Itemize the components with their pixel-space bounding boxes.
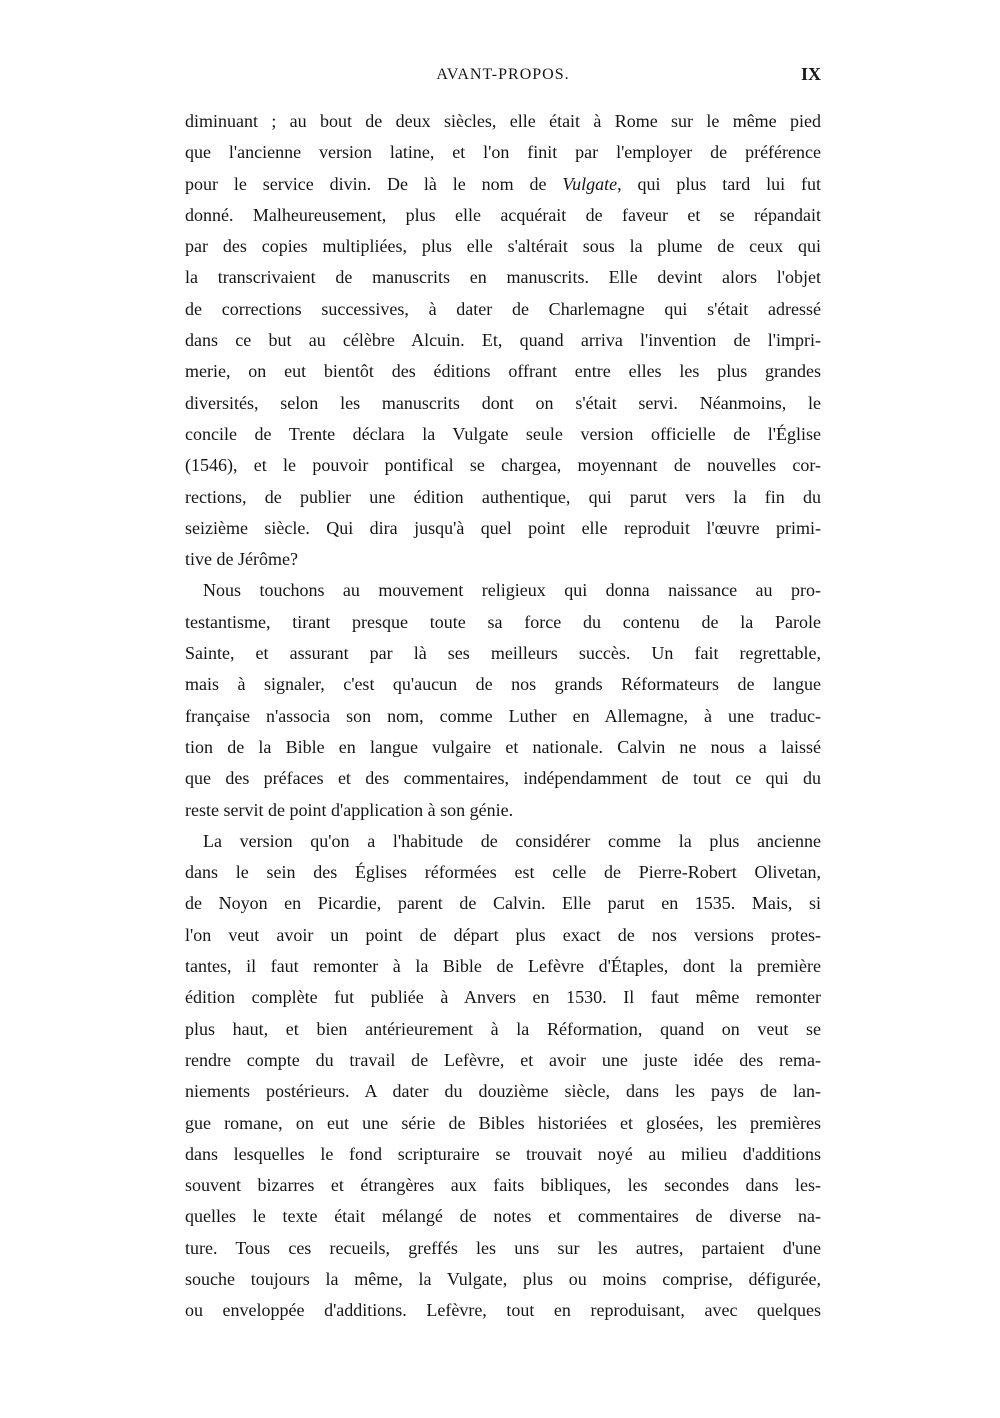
text-line: que des préfaces et des commentaires, indépendamment de tout ce qui du: [185, 768, 821, 789]
page-body: [185, 106, 821, 1327]
text-line: (1546), et le pouvoir pontifical se chargea, moyennant de nouvelles cor-: [185, 455, 821, 476]
text-line: souche toujours la même, la Vulgate, plus ou moins comprise, défigurée,: [185, 1268, 821, 1289]
text-line: concile de Trente déclara la Vulgate seule version officielle de l'Église: [185, 423, 821, 444]
text-line: niements postérieurs. A dater du douzième siècle, dans les pays de lan-: [185, 1081, 821, 1102]
text-line: de Noyon en Picardie, parent de Calvin. Elle parut en 1535. Mais, si: [185, 893, 821, 914]
running-title: AVANT-PROPOS.: [436, 66, 570, 83]
text-line: plus haut, et bien antérieurement à la Réformation, quand on veut se: [185, 1018, 821, 1039]
text-line: la transcrivaient de manuscrits en manuscrits. Elle devint alors l'objet: [185, 267, 821, 288]
page-number: IX: [800, 64, 821, 84]
text-line: tantes, il faut remonter à la Bible de Lefèvre d'Étaples, dont la première: [185, 956, 821, 977]
text-line: gue romane, on eut une série de Bibles historiées et glosées, les premières: [185, 1112, 821, 1133]
text-line: tion de la Bible en langue vulgaire et nationale. Calvin ne nous a laissé: [185, 736, 821, 757]
text-line: que l'ancienne version latine, et l'on finit par l'employer de préférence: [185, 142, 821, 163]
text-line: tive de Jérôme?: [185, 549, 298, 570]
text-line: française n'associa son nom, comme Luther en Allemagne, à une traduc-: [185, 705, 821, 726]
text-line: donné. Malheureusement, plus elle acquérait de faveur et se répandait: [185, 204, 821, 225]
text-line: rendre compte du travail de Lefèvre, et avoir une juste idée des rema-: [185, 1049, 821, 1070]
paragraph: [185, 826, 821, 1327]
text-line: édition complète fut publiée à Anvers en 1530. Il faut même remonter: [185, 987, 821, 1008]
page-header: [185, 62, 821, 88]
text-line: par des copies multipliées, plus elle s'altérait sous la plume de ceux qui: [185, 236, 821, 257]
text-line: rections, de publier une édition authentique, qui parut vers la fin du: [185, 486, 821, 507]
text-line: souvent bizarres et étrangères aux faits bibliques, les secondes dans les-: [185, 1175, 821, 1196]
text-line: dans le sein des Églises réformées est celle de Pierre-Robert Olivetan,: [185, 862, 821, 883]
text-line: Nous touchons au mouvement religieux qui donna naissance au pro-: [203, 580, 821, 601]
text-line: dans ce but au célèbre Alcuin. Et, quand arriva l'invention de l'impri-: [185, 330, 821, 351]
paragraph: [185, 106, 821, 575]
text-line: ture. Tous ces recueils, greffés les uns sur les autres, partaient d'une: [185, 1237, 821, 1258]
text-line: dans lesquelles le fond scripturaire se trouvait noyé au milieu d'additions: [185, 1143, 821, 1164]
text-line: reste servit de point d'application à son génie.: [185, 799, 514, 820]
text-line: Sainte, et assurant par là ses meilleurs succès. Un fait regrettable,: [185, 643, 821, 664]
paragraph: [185, 575, 821, 825]
text-line: testantisme, tirant presque toute sa force du contenu de la Parole: [185, 611, 821, 632]
text-line: quelles le texte était mélangé de notes et commentaires de diverse na-: [185, 1206, 821, 1227]
text-line: pour le service divin. De là le nom de Vulgate, qui plus tard lui fut: [185, 173, 821, 194]
text-line: La version qu'on a l'habitude de considérer comme la plus ancienne: [203, 830, 821, 851]
text-line: diversités, selon les manuscrits dont on s'était servi. Néanmoins, le: [185, 392, 821, 413]
text-line: mais à signaler, c'est qu'aucun de nos grands Réformateurs de langue: [185, 674, 821, 695]
text-line: de corrections successives, à dater de Charlemagne qui s'était adressé: [185, 298, 821, 319]
text-line: l'on veut avoir un point de départ plus exact de nos versions protes-: [185, 924, 821, 945]
text-line: merie, on eut bientôt des éditions offrant entre elles les plus grandes: [185, 361, 821, 382]
text-line: ou enveloppée d'additions. Lefèvre, tout en reproduisant, avec quelques: [185, 1300, 821, 1321]
text-line: diminuant ; au bout de deux siècles, elle était à Rome sur le même pied: [185, 111, 821, 131]
text-line: seizième siècle. Qui dira jusqu'à quel point elle reproduit l'œuvre primi-: [185, 517, 821, 538]
